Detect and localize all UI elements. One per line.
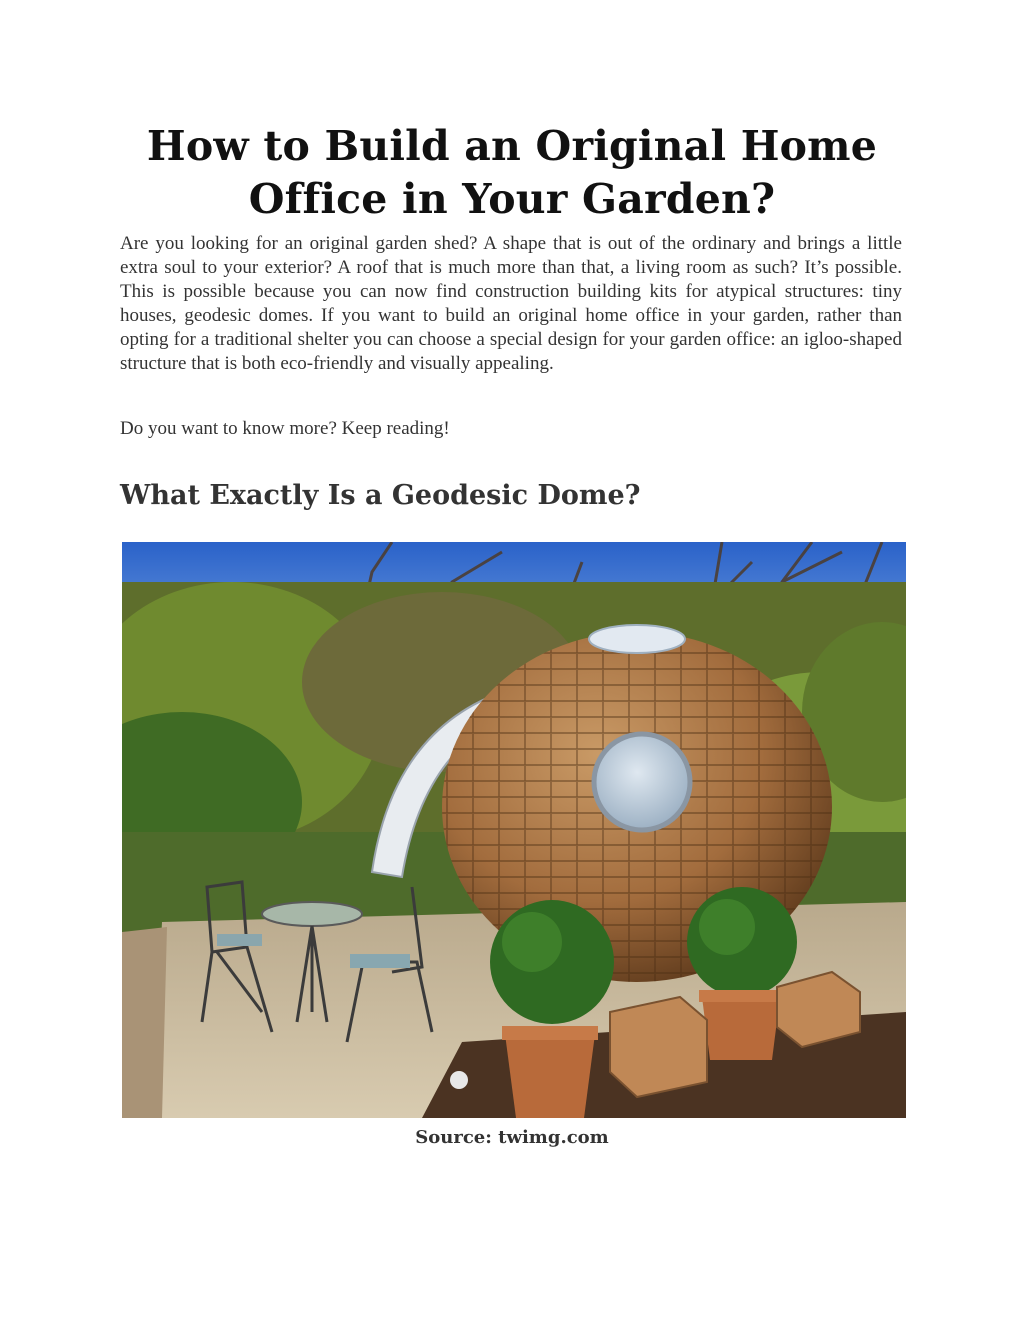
- geodesic-dome-photo: [122, 542, 906, 1118]
- image-caption: Source: twimg.com: [415, 1127, 609, 1148]
- section-heading: What Exactly Is a Geodesic Dome?: [120, 480, 641, 511]
- article-title: How to Build an Original Home Office in Your Garden?: [146, 122, 878, 223]
- keep-reading-paragraph: Do you want to know more? Keep reading!: [120, 418, 450, 439]
- intro-paragraph: Are you looking for an original garden shed? A shape that is out of the ordinary and brings a little extra soul to your exterior? A roof that is much more than that, a living room as such? It’s possible. This is possible because you can now find construction building kits for atypical structures: tiny houses, geodesic domes. If you want to build an original home office in your garden, rather than opting for a traditional shelter you can choose a special design for your garden office: an igloo-shaped structure that is both eco-friendly and visually appealing.: [120, 233, 902, 374]
